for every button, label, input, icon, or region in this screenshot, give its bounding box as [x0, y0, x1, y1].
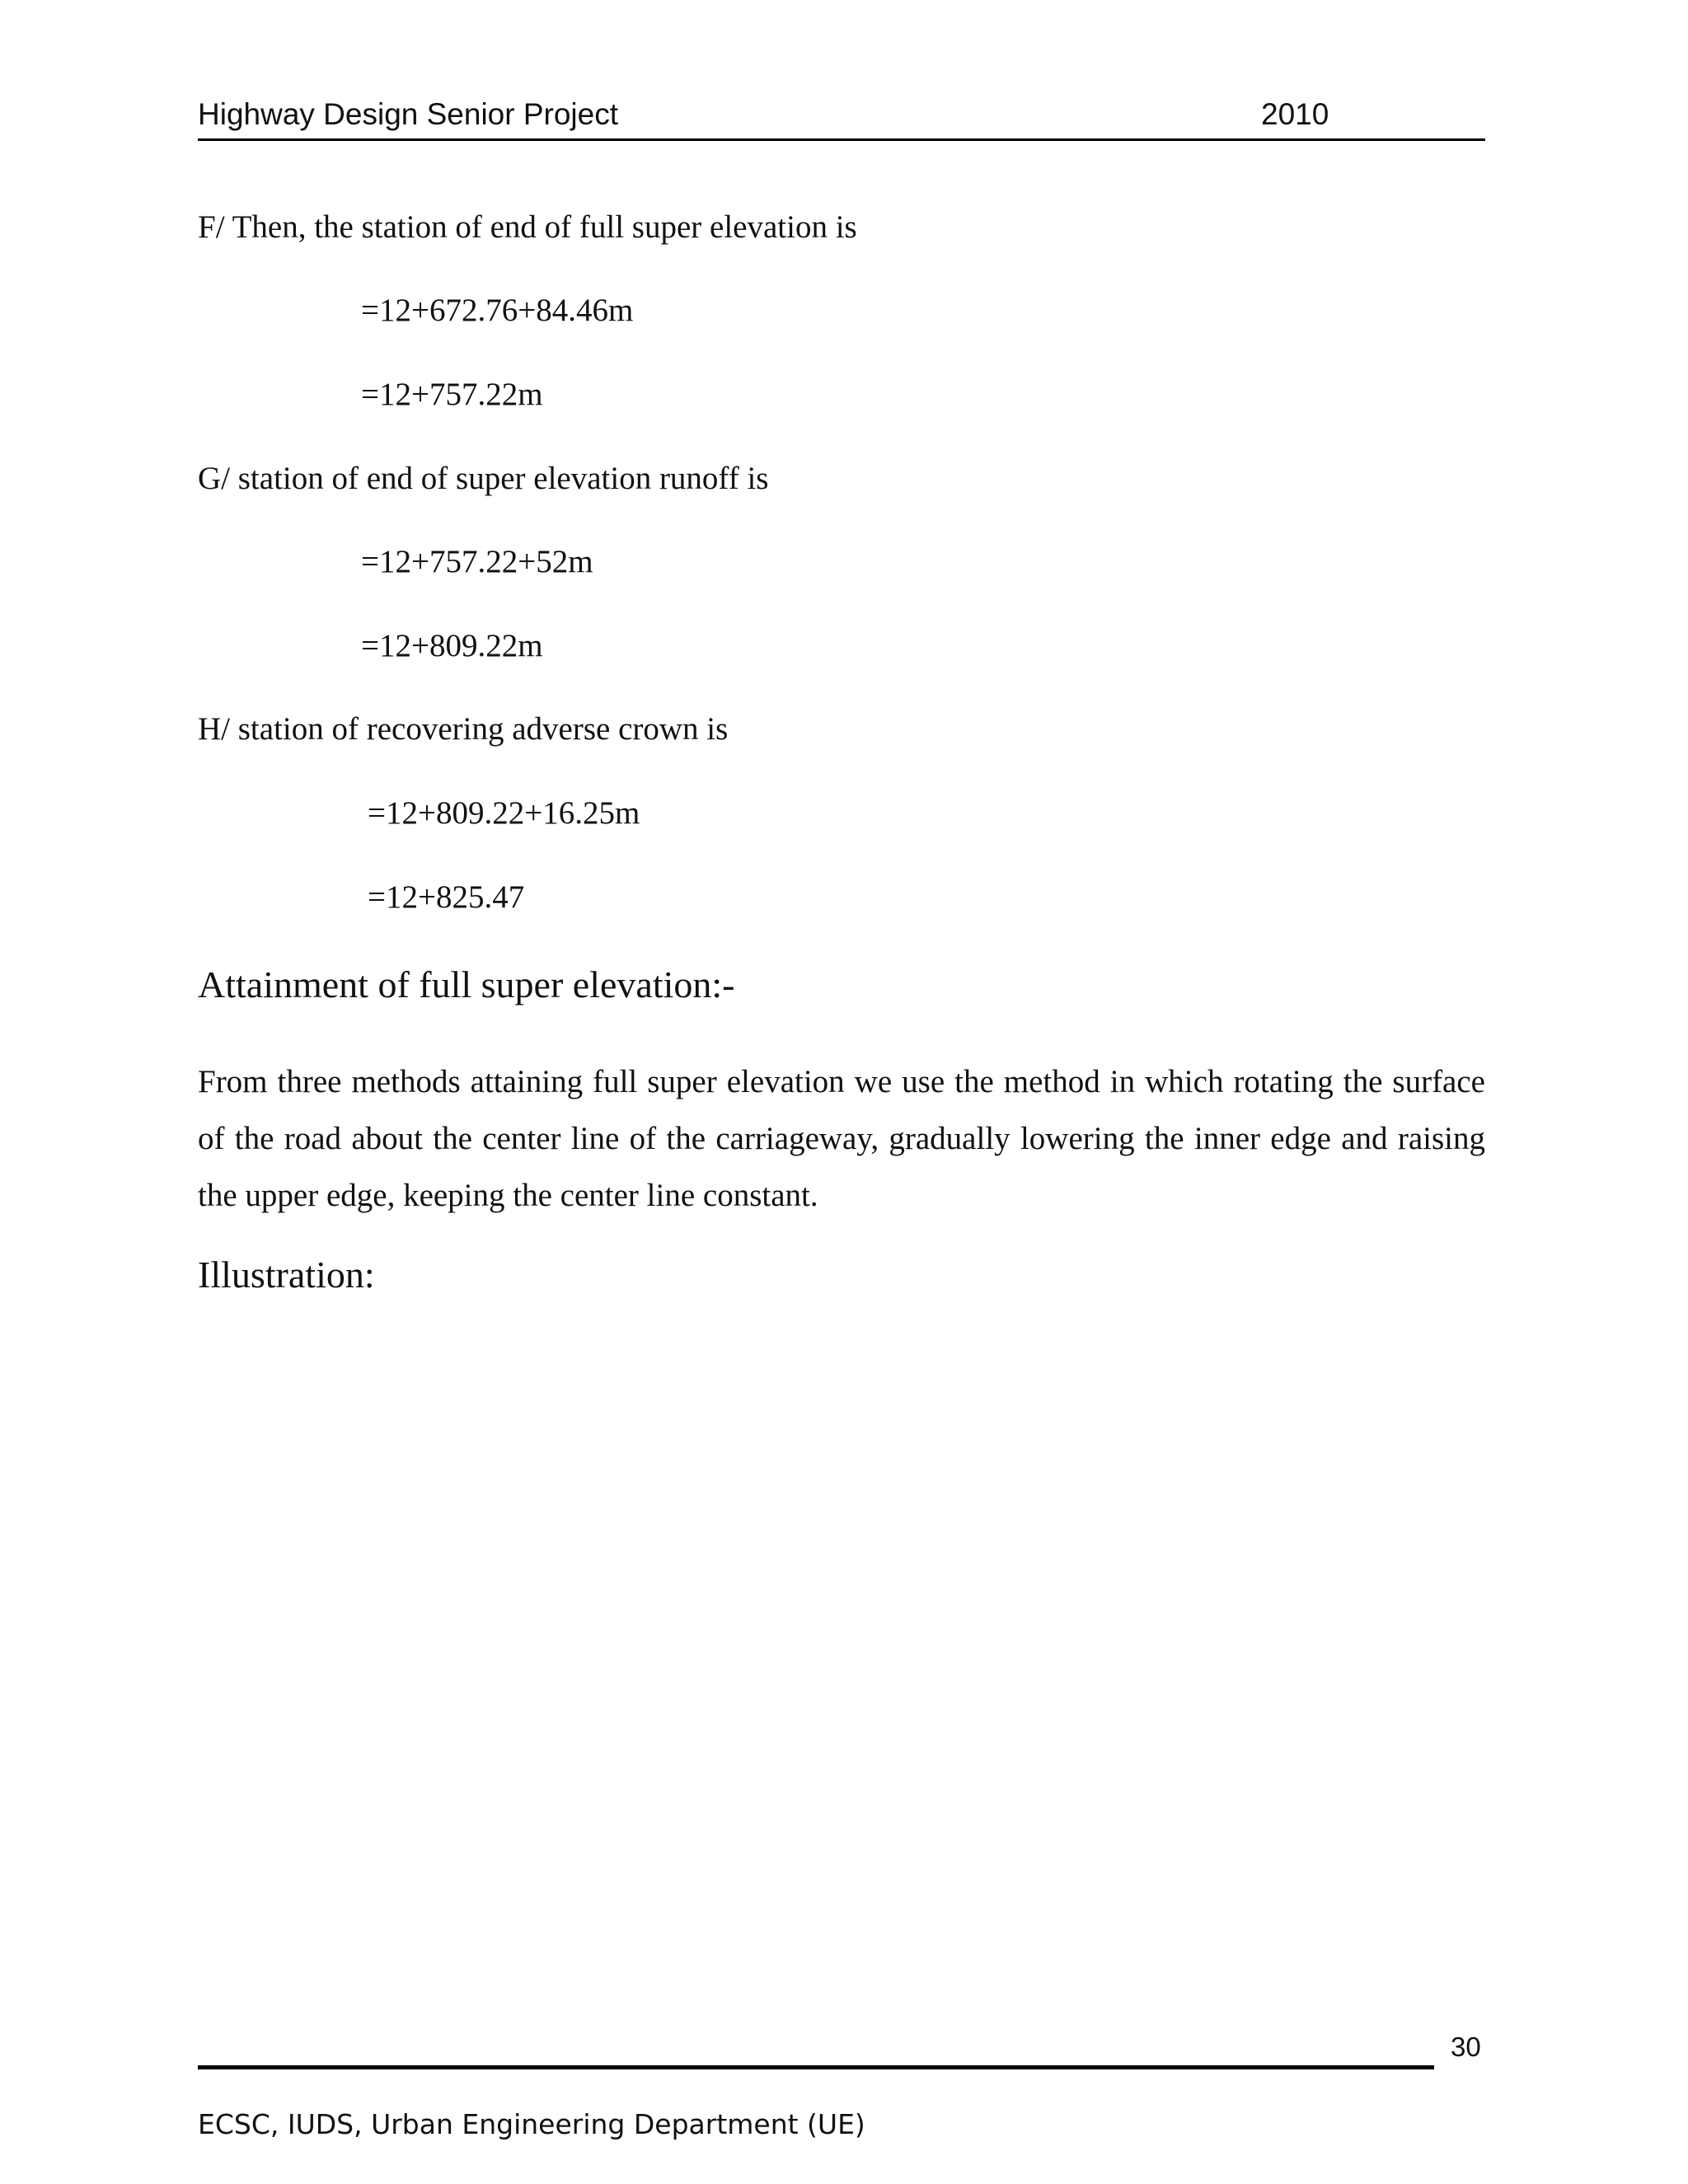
footer-department: ECSC, IUDS, Urban Engineering Department (UE) [198, 2108, 865, 2140]
document-year: 2010 [1261, 97, 1329, 131]
section-heading-attainment: Attainment of full super elevation:- [198, 963, 735, 1005]
item-h-text: H/ station of recovering adverse crown is [198, 711, 729, 747]
item-h-equation-1: =12+809.22+16.25m [368, 795, 640, 831]
document-title: Highway Design Senior Project [198, 97, 619, 131]
item-f-equation-1: =12+672.76+84.46m [361, 293, 634, 328]
page-header [198, 97, 1485, 141]
footer-divider [198, 2065, 1434, 2069]
attainment-paragraph: From three methods attaining full super elevation we use the method in which rotating the surface of the road about the center line of the carriageway, gradually lowering the inner edge and raising the upper edge, keeping the center line constant. [198, 1064, 1485, 1213]
item-h-equation-2: =12+825.47 [368, 879, 525, 915]
item-g-text: G/ station of end of super elevation runoff is [198, 461, 769, 496]
section-heading-illustration: Illustration: [198, 1254, 375, 1296]
item-g-equation-1: =12+757.22+52m [361, 544, 593, 579]
item-f-text: F/ Then, the station of end of full super elevation is [198, 209, 857, 245]
item-f-equation-2: =12+757.22m [361, 377, 543, 412]
page-number: 30 [1451, 2032, 1481, 2062]
item-g-equation-2: =12+809.22m [361, 628, 543, 663]
